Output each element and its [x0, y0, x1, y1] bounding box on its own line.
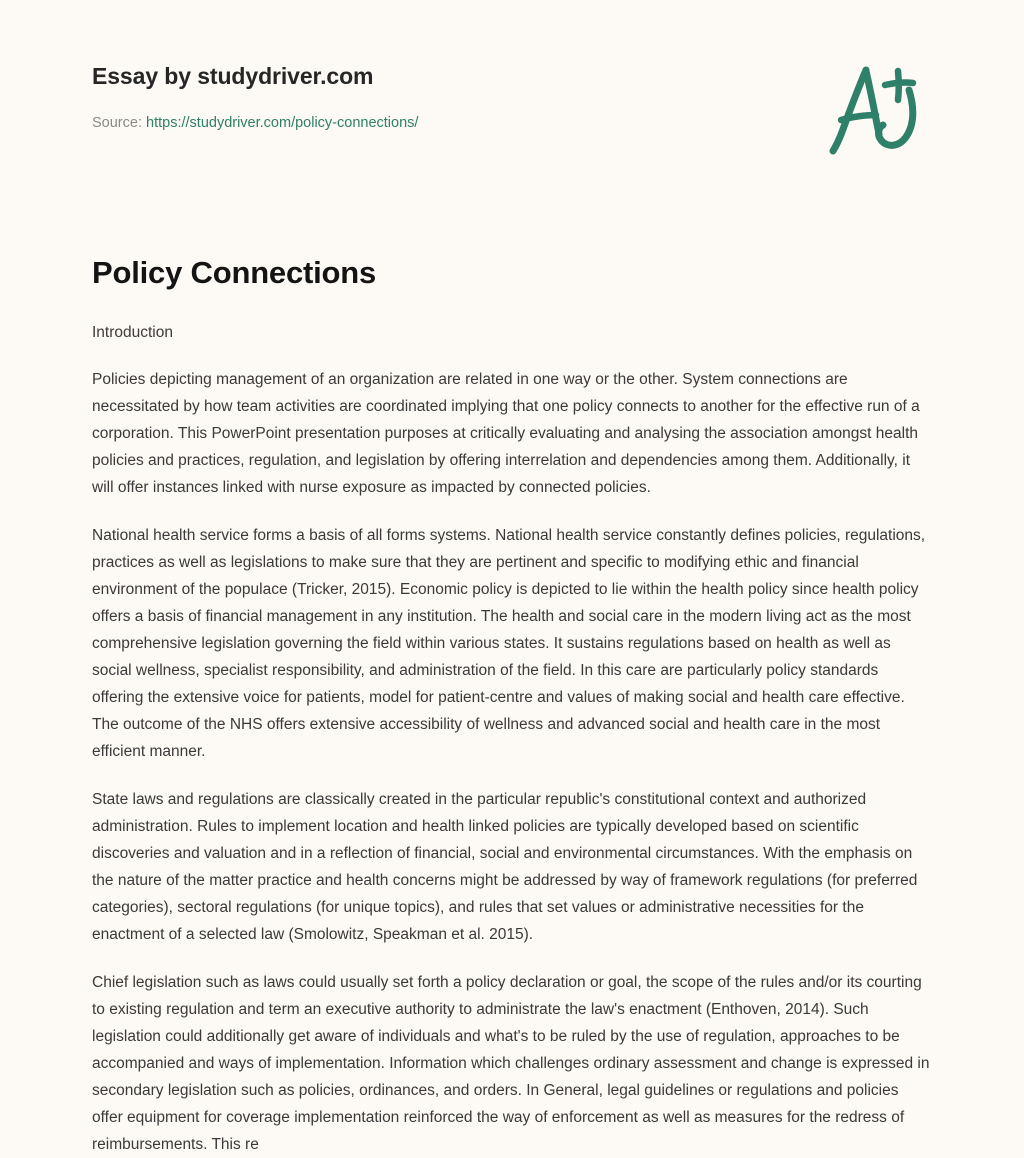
paragraph: State laws and regulations are classically created in the particular republic's constitutional context and authorized administration. Rules to implement location and health linked policies are typically developed based on scientific discoveries and valuation and in a reflection of financial, social and environmental circumstances. With the emphasis on the nature of the matter practice and health concerns might be addressed by way of framework regulations (for preferred categories), sectoral regulations (for unique topics), and rules that set values or administrative necessities for the enactment of a selected law (Smolowitz, Speakman et al. 2015).	[92, 791, 918, 943]
page-header	[0, 0, 1024, 168]
paragraph: Chief legislation such as laws could usually set forth a policy declaration or goal, the scope of the rules and/or its courting to existing regulation and term an executive authority to administrate the law's enactment (Enthoven, 2014). Such legislation could additionally get aware of individuals and what's to be ruled by the use of regulation, approaches to be accompanied and ways of implementation. Information which challenges ordinary assessment and change is expressed in secondary legislation such as policies, ordinances, and orders. In General, legal guidelines or regulations and policies offer equipment for coverage implementation reinforced the way of enforcement as well as measures for the redress of reimbursements. This re	[92, 974, 930, 1153]
article-body	[0, 254, 1024, 1158]
paragraph: Policies depicting management of an organization are related in one way or the other. System connections are necessitated by how team activities are coordinated implying that one policy connects to another for the effective run of a corporation. This PowerPoint presentation purposes at critically evaluating and analysing the association amongst health policies and practices, regulation, and legislation by offering interrelation and dependencies among them. Additionally, it will offer instances linked with nurse exposure as impacted by connected policies.	[92, 371, 920, 496]
source-url-link[interactable]: https://studydriver.com/policy-connections/	[146, 115, 419, 131]
brand-title: Essay by studydriver.com	[92, 63, 374, 89]
source-line	[92, 113, 932, 133]
source-label: Source:	[92, 115, 142, 131]
paragraph: National health service forms a basis of all forms systems. National health service constantly defines policies, regulations, practices as well as legislations to make sure that they are pertinent and specific to modifying ethic and financial environment of the populace (Tricker, 2015). Economic policy is depicted to lie within the health policy since health policy offers a basis of financial management in any institution. The health and social care in the modern living act as the most comprehensive legislation governing the field within various states. It sustains regulations based on health as well as social wellness, specialist responsibility, and administration of the field. In this care are particularly policy standards offering the extensive voice for patients, model for patient-centre and values of making social and health care effective. The outcome of the NHS offers extensive accessibility of wellness and advanced social and health care in the most efficient manner.	[92, 527, 926, 760]
section-heading-introduction: Introduction	[92, 324, 173, 341]
a-plus-logo-icon	[820, 58, 930, 168]
page-title: Policy Connections	[92, 255, 377, 290]
